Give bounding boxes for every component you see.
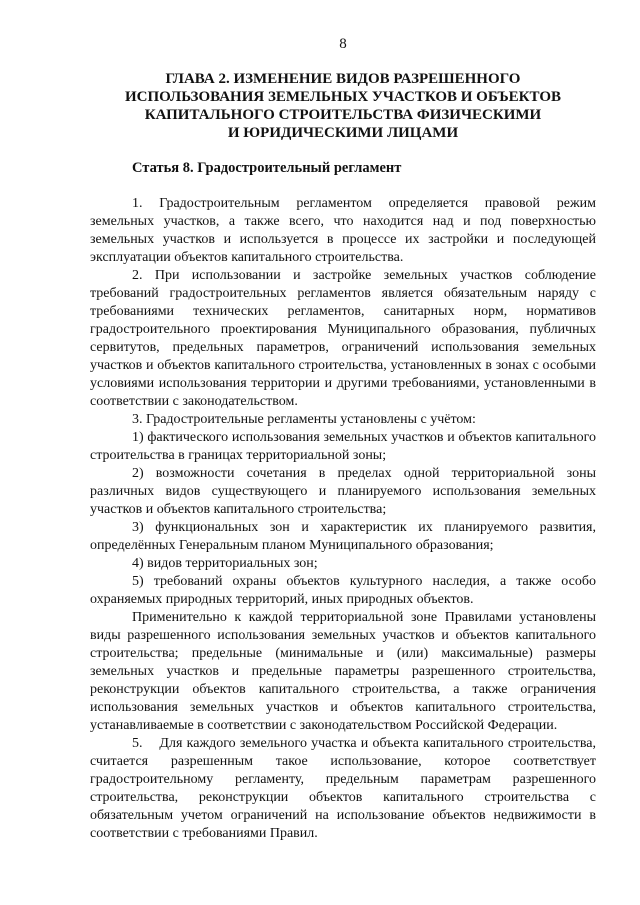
paragraph-2: 2. При использовании и застройке земельных участков соблюдение требований градостроительных регламентов является обязательным наряду с требованиями технических регламентов, санитарных норм, нормативов градостроительного проектирования Муниципального образования, публичных сервитутов, предельных параметров, ограничений использования земельных участков и объектов капитального строительства, установленных в зонах с особыми условиями использования территории и другими требованиями, установленными в соответствии с законодательством. [90,268,596,409]
article-title: Статья 8. Градостроительный регламент [132,160,402,176]
chapter-title [90,70,596,142]
paragraph-zone-rules: Применительно к каждой территориальной зоне Правилами установлены виды разрешенного использования земельных участков и объектов капитального строительства; предельные (минимальные и (или) максимальные) размеры земельных участков и предельные параметры разрешенного строительства, реконструкции объектов капитального строительства, а также ограничения использования земельных участков и объектов капитального строительства, устанавливаемые в соответствии с законодательством Российской Федерации. [90,610,596,733]
chapter-title-line: ГЛАВА 2. ИЗМЕНЕНИЕ ВИДОВ РАЗРЕШЕННОГО [165,71,521,87]
list-item-5: 5) требований охраны объектов культурного наследия, а также особо охраняемых природных территорий, иных природных объектов. [90,574,596,607]
article-body [90,195,596,843]
list-item-2: 2) возможности сочетания в пределах одной территориальной зоны различных видов существующего и планируемого использования земельных участков и объектов капитального строительства; [90,466,596,517]
paragraph-3: 3. Градостроительные регламенты установлены с учётом: [132,412,476,427]
list-item-1: 1) фактического использования земельных участков и объектов капитального строительства в границах территориальной зоны; [90,430,596,463]
chapter-title-line: И ЮРИДИЧЕСКИМИ ЛИЦАМИ [227,125,459,141]
chapter-title-line: КАПИТАЛЬНОГО СТРОИТЕЛЬСТВА ФИЗИЧЕСКИМИ [144,107,542,123]
page-number: 8 [339,36,347,52]
paragraph-1: 1. Градостроительным регламентом определяется правовой режим земельных участков, а также всего, что находится над и под поверхностью земельных участков и используется в процессе их застройки и последующей эксплуатации объектов капитального строительства. [90,196,596,265]
list-item-4: 4) видов территориальных зон; [132,556,318,571]
list-item-3: 3) функциональных зон и характеристик их планируемого развития, определённых Генеральным планом Муниципального образования; [90,520,596,553]
paragraph-5: 5. Для каждого земельного участка и объекта капитального строительства, считается разрешенным такое использование, которое соответствует градостроительному регламенту, предельным параметрам разрешенного строительства, реконструкции объектов капитального строительства с обязательным учетом ограничений на использование объектов недвижимости в соответствии с требованиями Правил. [90,736,596,841]
chapter-title-line: ИСПОЛЬЗОВАНИЯ ЗЕМЕЛЬНЫХ УЧАСТКОВ И ОБЪЕКТОВ [124,89,562,105]
